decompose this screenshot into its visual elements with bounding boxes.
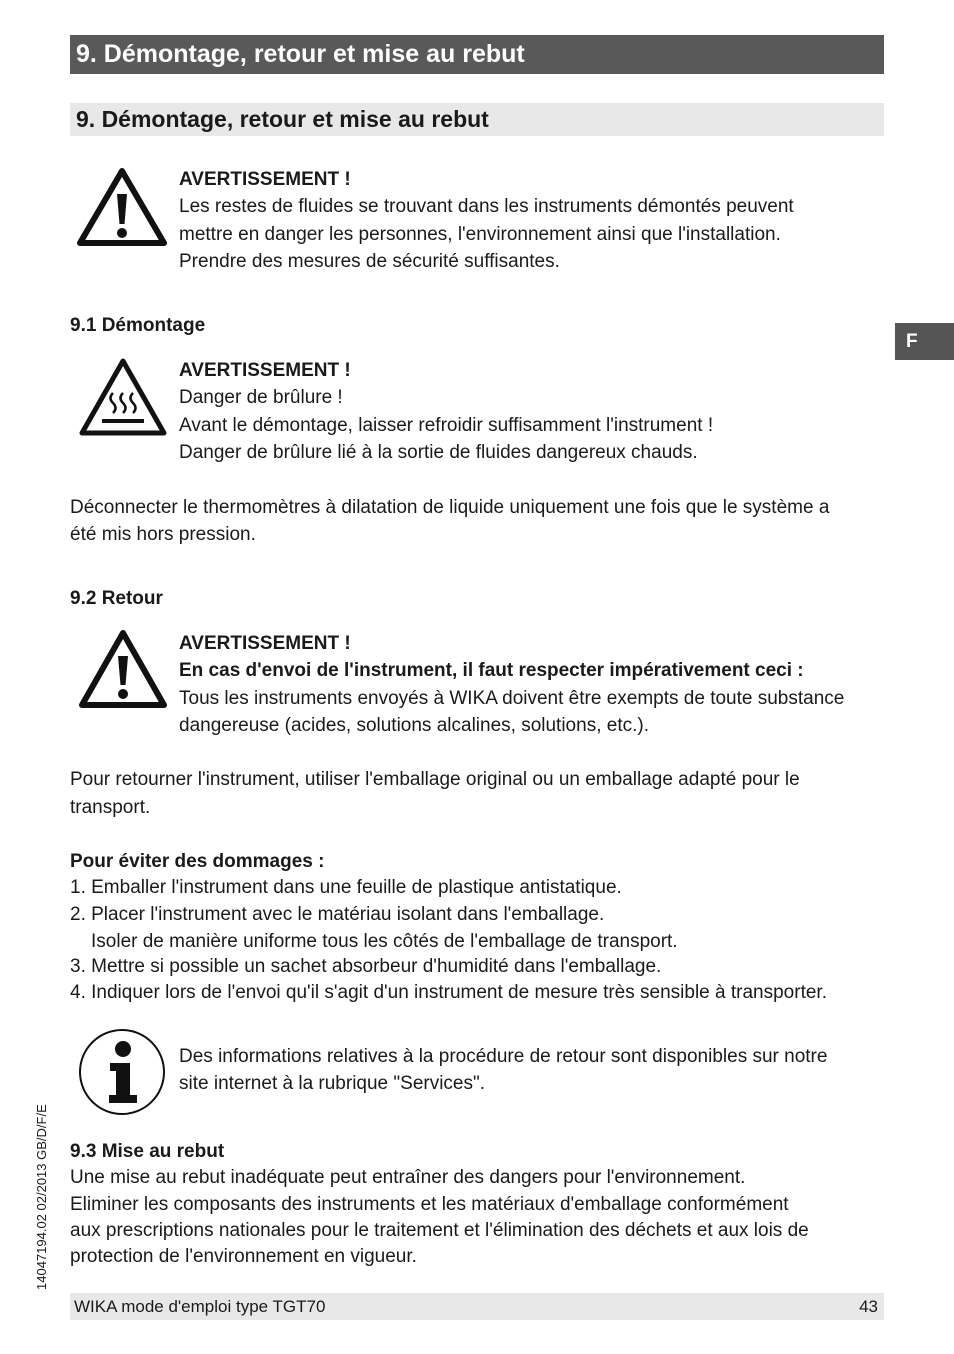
warning-text: Prendre des mesures de sécurité suffisantes.	[179, 251, 560, 272]
body-paragraph: protection de l'environnement en vigueur.	[70, 1246, 417, 1267]
list-item: Isoler de manière uniforme tous les côtés de l'emballage de transport.	[91, 931, 678, 952]
language-tab[interactable]: F	[895, 323, 954, 360]
warning-text: Tous les instruments envoyés à WIKA doivent être exempts de toute substance	[179, 688, 845, 709]
body-paragraph: Pour retourner l'instrument, utiliser l'emballage original ou un emballage adapté pour le	[70, 769, 800, 790]
page-number: 43	[859, 1297, 878, 1316]
warning-bold-line: En cas d'envoi de l'instrument, il faut respecter impérativement ceci :	[179, 660, 804, 681]
list-item: 4. Indiquer lors de l'envoi qu'il s'agit d'un instrument de mesure très sensible à transporter.	[70, 982, 827, 1003]
section-title: 9. Démontage, retour et mise au rebut	[70, 103, 884, 136]
body-paragraph: aux prescriptions nationales pour le traitement et l'élimination des déchets et aux lois de	[70, 1220, 809, 1241]
document-code: 14047194.02 02/2013 GB/D/F/E	[34, 1104, 49, 1290]
body-paragraph: été mis hors pression.	[70, 524, 256, 545]
chapter-banner: 9. Démontage, retour et mise au rebut	[70, 35, 884, 74]
warning-triangle-icon	[78, 629, 168, 709]
subsection-heading: 9.3 Mise au rebut	[70, 1141, 225, 1162]
info-text: Des informations relatives à la procédure de retour sont disponibles sur notre	[179, 1046, 828, 1067]
footer	[70, 1293, 884, 1320]
body-paragraph: Déconnecter le thermomètres à dilatation de liquide uniquement une fois que le système a	[70, 497, 830, 518]
warning-text: mettre en danger les personnes, l'environnement ainsi que l'installation.	[179, 224, 781, 245]
warning-heading: AVERTISSEMENT !	[179, 169, 351, 190]
body-paragraph: transport.	[70, 797, 151, 818]
footer-title: WIKA mode d'emploi type TGT70	[74, 1297, 326, 1316]
subsection-heading: 9.1 Démontage	[70, 315, 206, 336]
list-item: 3. Mettre si possible un sachet absorbeur d'humidité dans l'emballage.	[70, 956, 662, 977]
damage-heading: Pour éviter des dommages :	[70, 851, 325, 872]
warning-text: Danger de brûlure lié à la sortie de fluides dangereux chauds.	[179, 442, 698, 463]
warning-text: Avant le démontage, laisser refroidir suffisamment l'instrument !	[179, 415, 714, 436]
hot-surface-icon	[78, 357, 168, 437]
body-paragraph: Une mise au rebut inadéquate peut entraîner des dangers pour l'environnement.	[70, 1167, 746, 1188]
warning-heading: AVERTISSEMENT !	[179, 360, 351, 381]
body-paragraph: Eliminer les composants des instruments et les matériaux d'emballage conformément	[70, 1194, 789, 1215]
list-item: 1. Emballer l'instrument dans une feuille de plastique antistatique.	[70, 877, 622, 898]
warning-text: dangereuse (acides, solutions alcalines, solutions, etc.).	[179, 715, 649, 736]
warning-text: Les restes de fluides se trouvant dans les instruments démontés peuvent	[179, 196, 794, 217]
warning-triangle-icon	[76, 166, 168, 248]
info-text: site internet à la rubrique "Services".	[179, 1073, 486, 1094]
warning-text: Danger de brûlure !	[179, 387, 343, 408]
list-item: 2. Placer l'instrument avec le matériau isolant dans l'emballage.	[70, 904, 605, 925]
warning-heading: AVERTISSEMENT !	[179, 633, 351, 654]
info-icon	[77, 1027, 167, 1117]
subsection-heading: 9.2 Retour	[70, 588, 163, 609]
